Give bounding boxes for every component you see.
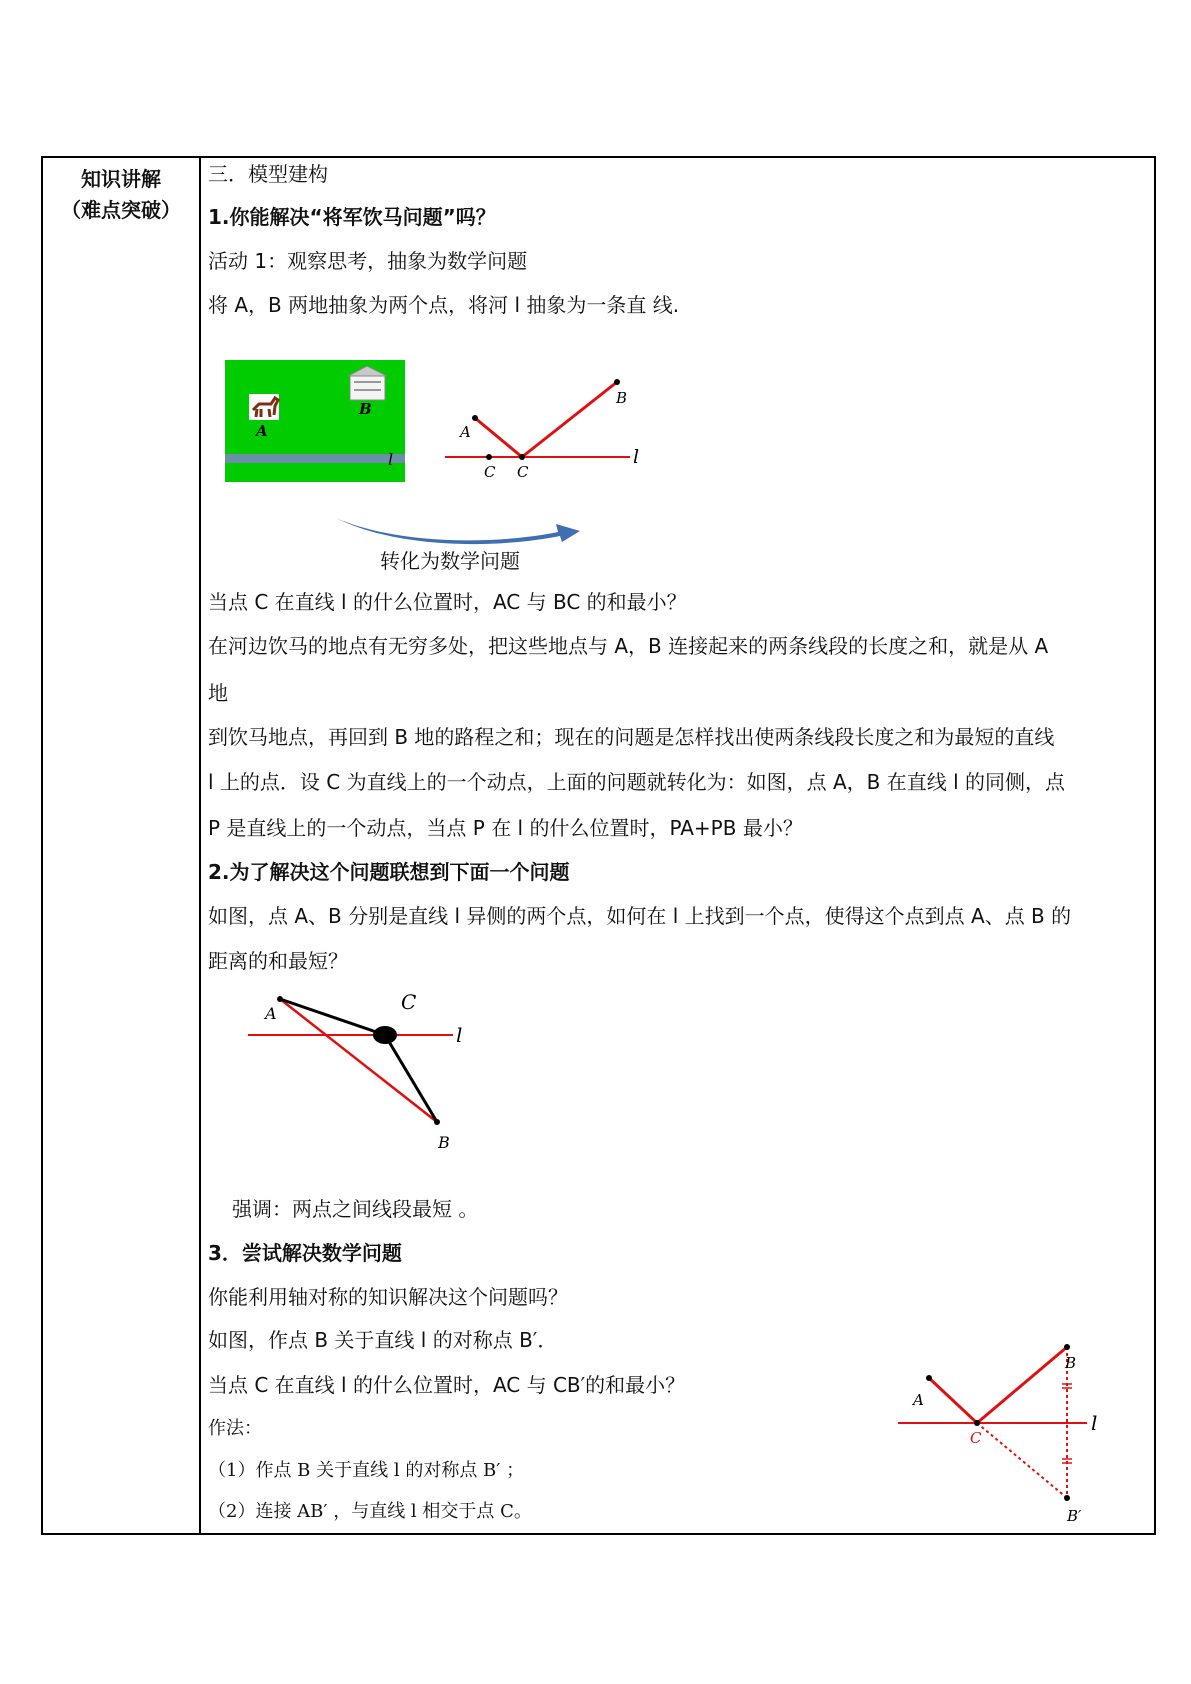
diag1-label-c1: C xyxy=(484,463,496,481)
left-cell-line2: （难点突破） xyxy=(61,198,181,222)
diag3-label-b: B xyxy=(1065,1354,1077,1372)
para1-line5: l 上的点．设 C 为直线上的一个动点，上面的问题就转化为：如图，点 A，B 在直线 l 的同侧，点 xyxy=(208,770,1065,794)
pic-label-a: A xyxy=(256,422,268,440)
point-b-prime xyxy=(1064,1495,1070,1501)
diag3-label-l: l xyxy=(1091,1411,1098,1435)
method-step2: （2）连接 AB′ ，与直线 l 相交于点 C。 xyxy=(208,1501,532,1522)
diag2-label-a: A xyxy=(265,1004,277,1023)
q3-title: 3．尝试解决数学问题 xyxy=(208,1241,402,1265)
diag2-label-c: C xyxy=(401,990,417,1014)
method-label: 作法： xyxy=(208,1418,262,1439)
q1-title: 1.你能解决“将军饮马问题”吗？ xyxy=(208,205,496,229)
abstract-line: 将 A，B 两地抽象为两个点，将河 l 抽象为一条直 线. xyxy=(208,293,680,317)
path-acb xyxy=(929,1347,1067,1423)
q3-line3: 当点 C 在直线 l 的什么位置时，AC 与 CB′的和最小？ xyxy=(208,1373,686,1397)
geometry-diagram-2 xyxy=(245,985,475,1160)
path-acb xyxy=(475,382,617,457)
point-c-alt xyxy=(486,454,492,460)
q3-line1: 你能利用轴对称的知识解决这个问题吗？ xyxy=(208,1285,568,1309)
para1-line2: 在河边饮马的地点有无穷多处，把这些地点与 A，B 连接起来的两条线段的长度之和，就是从 A xyxy=(208,634,1049,658)
point-a xyxy=(472,415,478,421)
geometry-diagram-1 xyxy=(440,370,650,485)
emphasis-text: 强调：两点之间线段最短 。 xyxy=(232,1197,479,1221)
q3-line2: 如图，作点 B 关于直线 l 的对称点 B′． xyxy=(208,1328,558,1352)
point-b xyxy=(434,1119,440,1125)
para1-line6: P 是直线上的一个动点，当点 P 在 l 的什么位置时，PA+PB 最小？ xyxy=(208,816,803,840)
left-cell-title xyxy=(43,164,199,226)
activity1-text: 活动 1：观察思考，抽象为数学问题 xyxy=(208,249,528,273)
diag1-label-b: B xyxy=(616,389,628,407)
segment-cb-prime xyxy=(977,1423,1067,1498)
diag3-label-c: C xyxy=(970,1429,982,1447)
point-a xyxy=(277,996,283,1002)
diag1-label-l: l xyxy=(633,446,640,468)
pic-label-b: B xyxy=(359,400,372,418)
section-heading: 三．模型建构 xyxy=(208,162,328,186)
figure1-caption: 转化为数学问题 xyxy=(380,549,520,573)
diag3-label-a: A xyxy=(913,1391,924,1409)
segment-ab xyxy=(280,999,437,1122)
diag2-label-b: B xyxy=(438,1133,450,1152)
point-b xyxy=(614,379,620,385)
river-picture xyxy=(225,360,410,485)
para1-line1: 当点 C 在直线 l 的什么位置时，AC 与 BC 的和最小？ xyxy=(208,590,687,614)
left-cell-line1: 知识讲解 xyxy=(81,167,161,191)
q2-line1: 如图，点 A、B 分别是直线 l 异侧的两个点，如何在 l 上找到一个点，使得这个点到点 A、点 B 的 xyxy=(208,904,1072,928)
transform-arrow-icon xyxy=(330,510,585,550)
geometry-diagram-3 xyxy=(895,1335,1120,1540)
horse-icon xyxy=(249,394,279,420)
diag3-label-b-prime: B′ xyxy=(1067,1507,1082,1525)
diag1-label-a: A xyxy=(460,423,471,441)
point-c xyxy=(974,1420,980,1426)
point-c xyxy=(519,454,525,460)
column-divider xyxy=(199,158,201,1533)
q2-line2: 距离的和最短？ xyxy=(208,949,348,973)
point-a xyxy=(926,1375,932,1381)
point-b xyxy=(1064,1344,1070,1350)
pic-label-l: l xyxy=(388,450,394,469)
para1-line3: 地 xyxy=(208,681,228,705)
river-band xyxy=(225,454,405,463)
q2-title: 2.为了解决这个问题联想到下面一个问题 xyxy=(208,860,570,884)
method-step1: （1）作点 B 关于直线 l 的对称点 B′ ； xyxy=(208,1460,525,1481)
diag2-label-l: l xyxy=(456,1023,463,1047)
para1-line4: 到饮马地点，再回到 B 地的路程之和；现在的问题是怎样找出使两条线段长度之和为最短的直线 xyxy=(208,725,1055,749)
point-c xyxy=(373,1026,397,1044)
diag1-label-c2: C xyxy=(517,463,529,481)
